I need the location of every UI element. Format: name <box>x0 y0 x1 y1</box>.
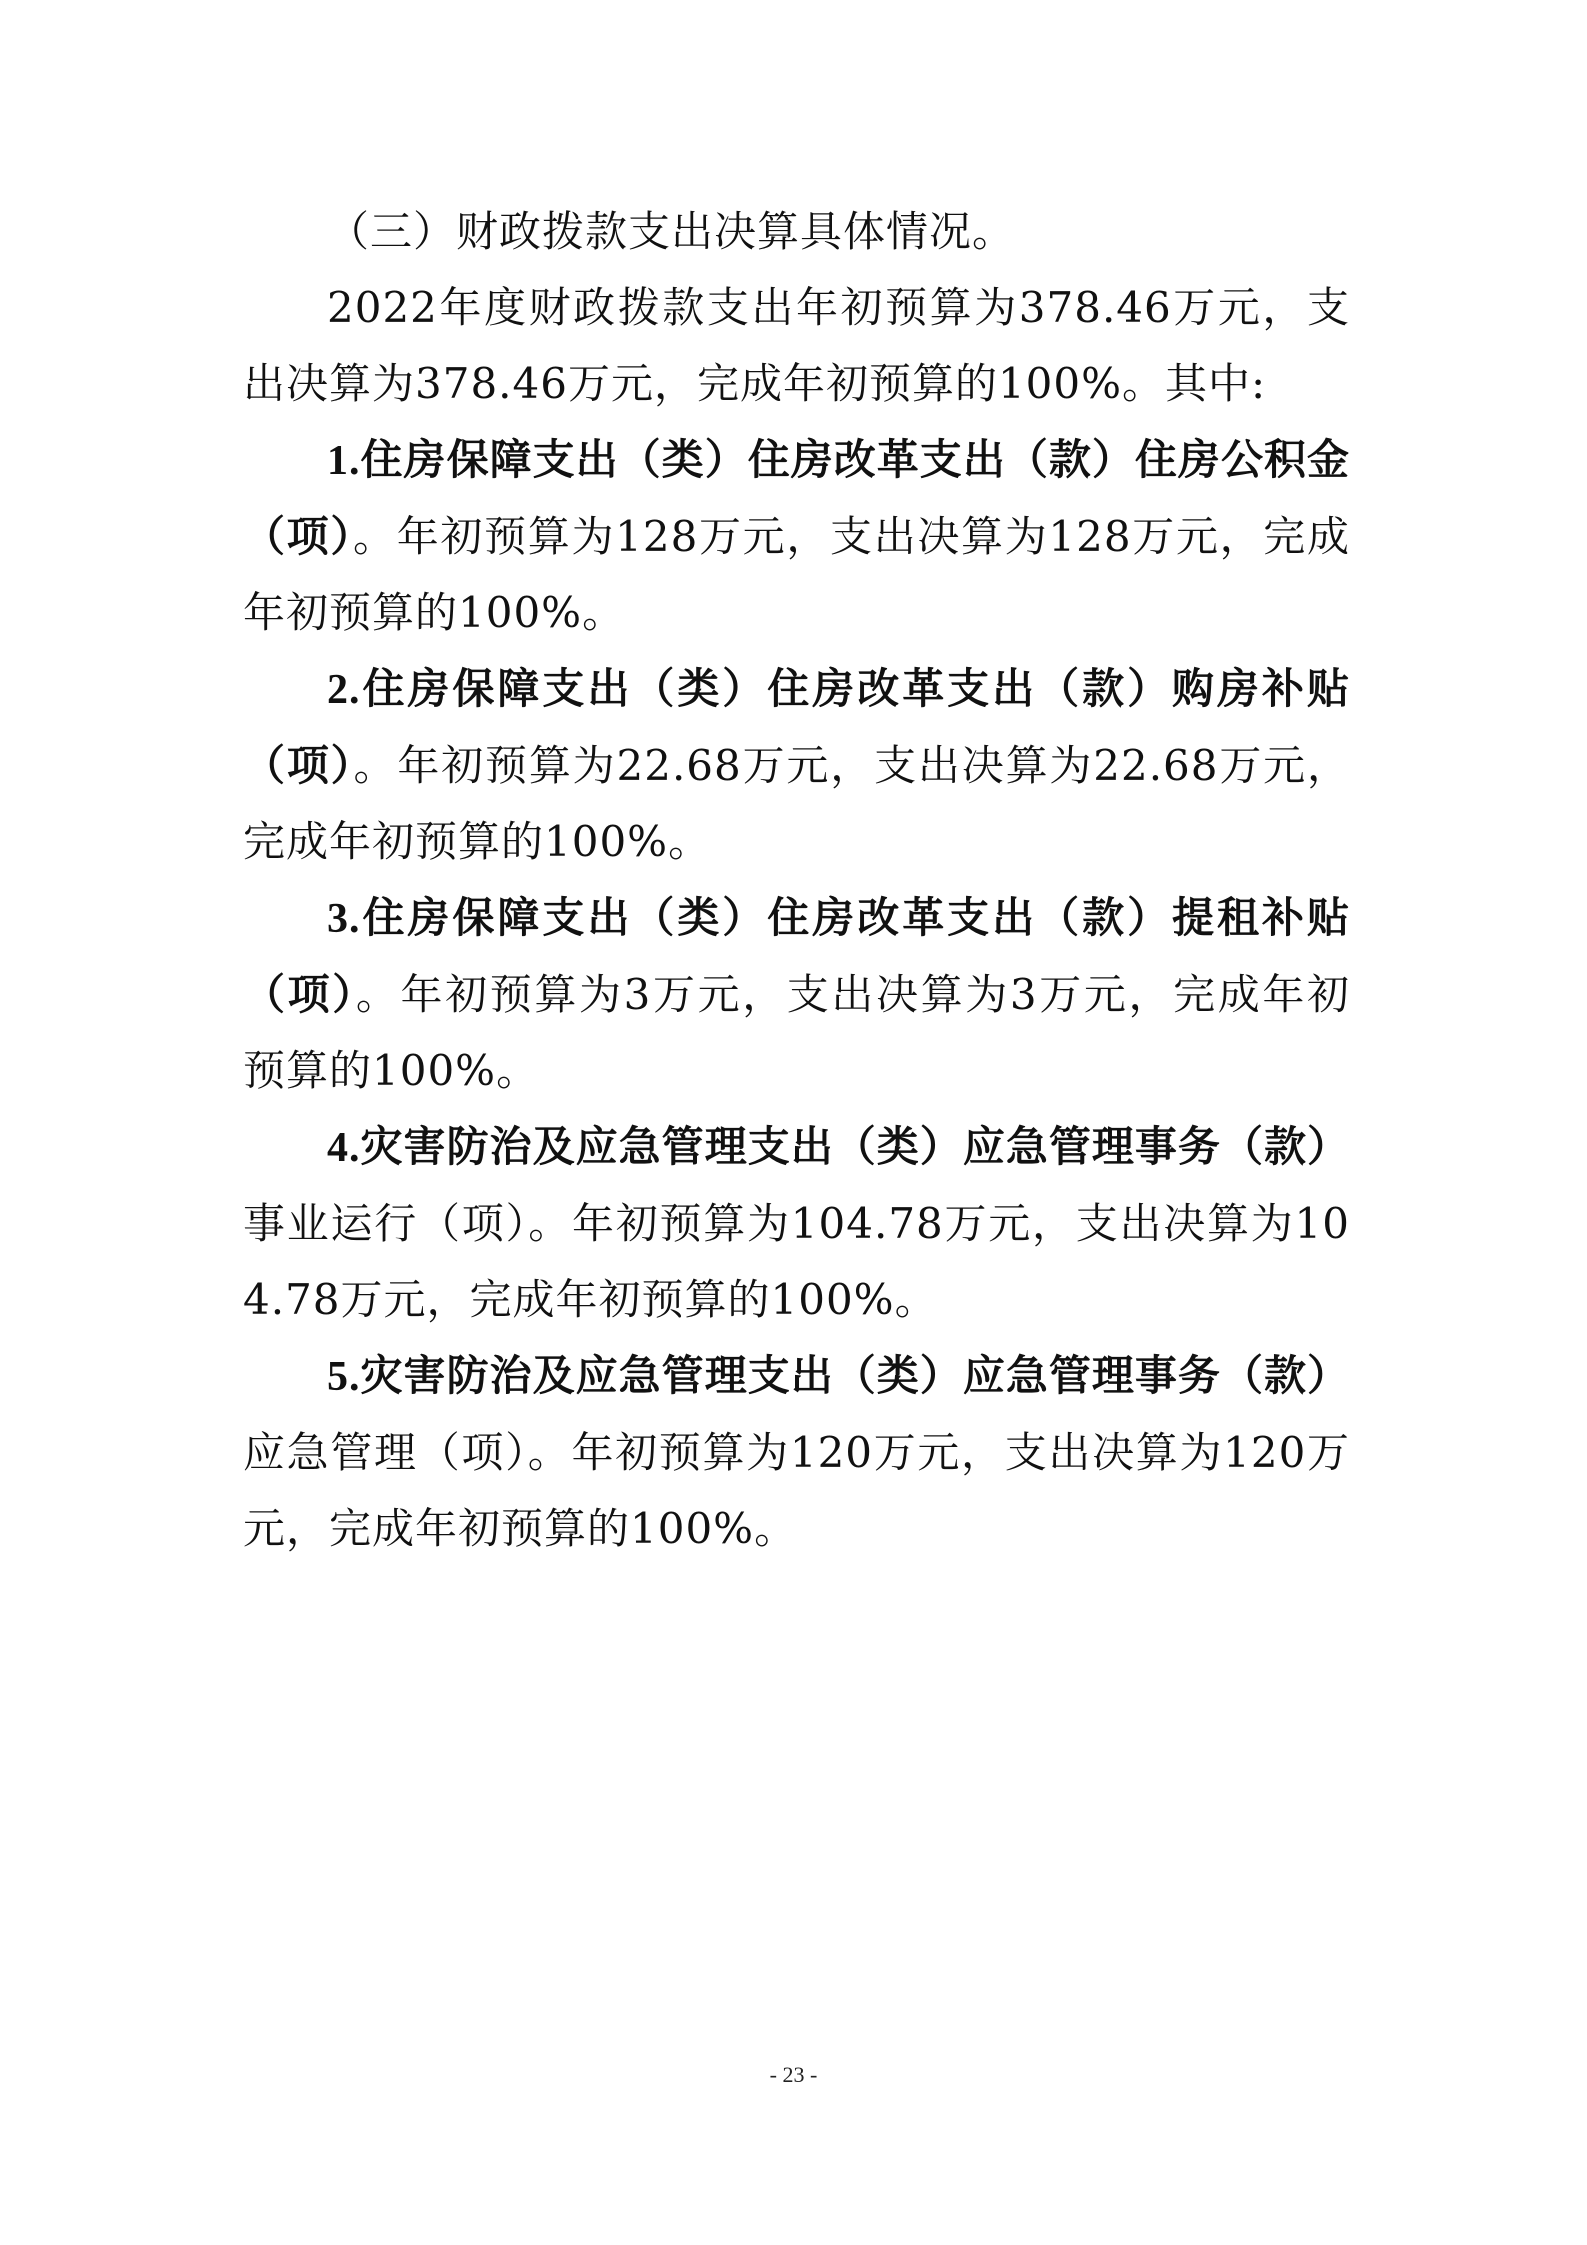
item-title: 住房保障支出（类）住房改革支出（款）购房补贴（项） <box>243 664 1350 790</box>
page-number: - 23 - <box>769 2062 818 2087</box>
item-paragraph-4 <box>243 1109 1350 1338</box>
item-title: 住房保障支出（类）住房改革支出（款）提租补贴（项） <box>243 893 1350 1019</box>
item-number: 2. <box>327 667 361 713</box>
item-paragraph-1 <box>243 422 1350 651</box>
item-number: 4. <box>327 1125 361 1171</box>
item-paragraph-2 <box>243 651 1350 880</box>
item-title: 灾害防治及应急管理支出（类）应急管理事务（款） <box>360 1351 1350 1400</box>
item-body: 。年初预算为22.68万元，支出决算为22.68万元，完成年初预算的100%。 <box>243 741 1350 866</box>
document-body <box>243 194 1350 1567</box>
item-body: 。年初预算为128万元，支出决算为128万元，完成年初预算的100%。 <box>243 512 1350 637</box>
item-body: 应急管理（项）。年初预算为120万元，支出决算为120万元，完成年初预算的100%。 <box>243 1428 1350 1553</box>
item-number: 1. <box>327 438 361 484</box>
item-number: 3. <box>327 896 361 942</box>
item-number: 5. <box>327 1354 361 1400</box>
item-body: 。年初预算为3万元，支出决算为3万元，完成年初预算的100%。 <box>243 970 1350 1095</box>
intro-paragraph: 2022年度财政拨款支出年初预算为378.46万元，支出决算为378.46万元，完成年初预算的100%。其中: <box>243 283 1350 408</box>
section-heading: （三）财政拨款支出决算具体情况。 <box>327 207 1016 256</box>
item-title: 住房保障支出（类）住房改革支出（款）住房公积金（项） <box>243 435 1350 561</box>
item-paragraph-3 <box>243 880 1350 1109</box>
item-title: 灾害防治及应急管理支出（类）应急管理事务（款） <box>360 1122 1350 1171</box>
item-paragraph-5 <box>243 1338 1350 1567</box>
item-body: 事业运行（项）。年初预算为104.78万元，支出决算为104.78万元，完成年初预算的100%。 <box>243 1199 1350 1324</box>
